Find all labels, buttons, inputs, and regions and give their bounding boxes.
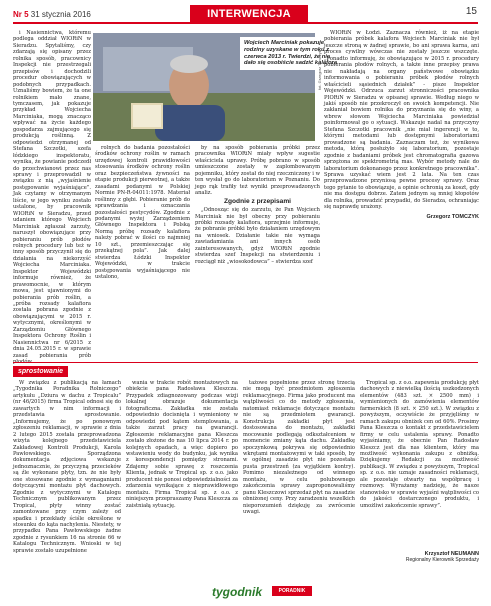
article-column-1 <box>13 30 91 360</box>
issue-date: 31 stycznia 2016 <box>30 10 91 19</box>
correction-column-3 <box>243 380 355 576</box>
correction-signature-role: Regionalny Kierownik Sprzedaży <box>405 557 479 564</box>
issue-number: Nr 5 <box>13 10 29 19</box>
correction-column-2 <box>126 380 238 576</box>
correction-text: W związku z publikacją na łamach „Tygodnika Poradnika Rolniczego” artykułu „Dziura w dachu z Tropicalu” (nr 46/2015) firma Tropical odnosi się do zawartych w nim informacji i przedstawia sprostowanie. „Informujemy, że po ponownym zgłoszeniu reklamacji, w sprawie z dnia 2 lutego 2015 została przeprowadzona wizyta kolejnego przedstawiciela Zakładowej Kontroli Produkcji, Karola Pawłowskiego. Sporządzona dokumentacja zdjęciowa wskazuje jednoznacznie, że przyczyną przecieków są źle wykonane płyty, tzn. że nie były one stosowane zgodnie z wymaganiami dotyczącymi montażu płyt dachowych. Zgodnie z wytycznymi w Katalogu Technicznym publikowanym przez Tropical, płyty winny zostać zamontowane przy czym zależy od spadku i przekłady ściśle określone w stosunku do kąta nachylenia. Niestety, w przypadku Pana Pawłowskiego żadne zgodnie z rysunkiem 16 na stronie 66 w Katalogu Technicznym. Wnioski w tej sprawie zostało uzupełnione <box>13 380 121 554</box>
article-column-4 <box>324 30 479 360</box>
page-number: 15 <box>465 6 477 17</box>
page-footer <box>0 578 491 604</box>
issue-info <box>13 10 91 19</box>
correction-text-box <box>360 380 479 548</box>
page-header <box>0 0 491 30</box>
correction-text: wania w trakcie robót montażowych na obiekcie pana Radosława Kleszcza. Przypadek zdiagnozowany podczas wizji lokalnej obrazuje dokumentacja fotograficzna. Zakładka nie została odpowiednio docisnięta i wymieniony w odpowiedzi pod kątem stemplowania, a także zarzut pracy na gwarancji. Zgłoszenie reklamacyjne pana Kleszcza zostało złożone do nas 10 lipca 2014 r. po kolejnych opadach, a więc dopiero po wstawieniu wody do budynku, jak wynika z korespondencji pomiędzy stronami. Zdajemy sobie sprawę z roszczenia Klienta, jednak w Tropical sp. z o.o. jako producent nie ponosi odpowiedzialności za zdarzenia wynikające z nieprawidłowego montażu. Firma Tropical sp. z o.o. z niniejszym przepraszamy Pana Kleszcza za zaistniałą sytuację. <box>126 380 238 509</box>
section-title: INTERWENCJA <box>190 5 308 23</box>
correction-text: Tropical sp. z o.o. zapewnia produkcję płyt dachowych z niewielką ilością uszkodzonych elementów (483 szt. × 2500 mm) i wymienionych do zamówienia elementów farmerskich (8 szt. × 250 szt.). W związku z powyższym, oczywiście że przyjęliśmy w ramach zakupu obniżek cen od 60%. Prosimy Pana Kleszcza o kontakt z przedstawicielem firmy w celu ustalenia sprawy. Ponadto wyjaśniamy, że obecnie Pan Radosław Kleszcz jest dla nas klientem, który ma możliwość wykonania zakupu z obniżką. Dziękujemy Redakcji za możliwość publikacji. W związku z powyższym, Tropical sp. z o.o. nie uznaje zasadności reklamacji, ale pozostaje otwarty na współpracę i rozmowy. Wyrażamy nadzieję, że nasze stanowisko w sprawie wyjaśni wątpliwości co do jakości dostarczonego produktu, i umożliwi zakończenie sprawy”. <box>360 380 479 509</box>
article-text: rolnych do badania pozostałości środków ochrony roślin w ramach urzędowej kontroli prawidłowości stosowania środków ochrony roślin oraz bezpieczeństwa żywności na etapie produkcji pierwotnej, a także zasadami podanymi w Polskiej Normie PN-R-04011:1978. Materiał roślinny z głębi. Pobieranie prób do sprawdzania i oznaczania pozostałości pestycydów. Zgodnie z podanymi wyżej Zarządzeniem Głównego Inspektora i Polską Normą próbę rozsady kalafiora należy pobrać w ilości co najmniej 10 szt., przemieszczając się przekątnej pola”. Jak dalej stwierdza Łódzki Inspektor Wojewódzki, w trakcie postępowania wyjaśniającego nie ustalono, <box>95 145 190 281</box>
photo-credit: fot. Grzegorz Tomczyk <box>317 50 322 90</box>
article-column-2 <box>95 145 190 360</box>
article-text: WIORiN w Łodzi. Zaznacza również, iż na etapie pobierania próbek kalafora Wojciech Marciniak nie był jeszcze stroną w żadnej sprawie, bo ani sprawa karna, ani proces cywilny wówczas nie zostały jeszcze wszczęte. „Ponadto informuję, że obowiązujące w 2015 r. procedury pobierania płodów rolnych, a także inne przepisy prawa nie nakładają na organy państwowe obowiązku informowania o pobieraniu próbek płodów rolnych właścicieli sąsiednich działek” - pisze Inspektor Wojewódzki. Odrzuca zarzut stronniczości pracownika PIORiN w Sieradzu w opisanej sprawie. Według niego w jakiś sposób nie przekroczył on swoich kompetencji. Nie zakłaniał bowiem rolnika do przyznania się do winy, a wbrew słowom Wojciecha Marciniaka powiedział poinformował go o sytuacji. Wskazuje nadal na przyczyny Stefana Szczotki pracownik „nie miał ingerencji w to, którymi metodami lub dostępnymi laboratoriami prowadzone są badania. Zaznaczam też, że wynikowa metoda, którą posłużyło się laboratorium, pozostaje zgodnie z badaniami próbek jest chromatografia gazowa sprzężona ze spektrometrią mas. Wybór metody nale do laboratorium dokonanego przez konkretnego pracownika”. Sprawa uzyskać wiem jest 2 lata. Na ten czas przeprowadzone przyniosą pewne procesy sprawy. Oraz tego pytanie to obowiązuje, a opinie ochronią za koszt, gdy nie ma dostępu dobrze. Zatem jednym są mniej kłopotów dla rolnika, prowadzić przypadki, do Sieradza, ochraniając się naprawdę urażony. <box>324 30 479 211</box>
correction-signature: Krzysztof NEUMANN <box>424 551 479 557</box>
subheading: Zgodnie z przepisami <box>223 197 292 205</box>
article-text: i Nasiennictwa, któremu podlega oddział WIORiN w Sieradzu. Spytaliśmy, czy zdarzają się opisany przez rolnika sposób, pracownicy Inspekcji nie przestrzegali przepisów i dochodzili procedur obowiązujących w podobnych przypadkach. Uznaliśmy bowiem, że ta one rolnikiem mało znane, tymczasem, jak pokazuje przykład Wojciecha Marciniaka, mogą znacząco wpływać na życie każdego gospodarza zajmującego się produkcją roślinną. Z odpowiedzi otrzymanej od Stefana Szczotki, szefa łódzkiego inspektoratu, wynika, że powianie podczedł do przechwianowi przez nas sprawy i przeprowadził w związku z nią „wyjaśnienie postępowanie wyjaśniające”. Jak czytamy w otrzymanym liście, w jego wyniku zostało ustalone, by pracownik WIORiN w Sieradzu, przed udaniem którego Wojciech Marciniak zgłaszał zarzuty, naruszył obowiązujące przy pobieraniu prób płodów rolnych procedury lub też w inny sposób przyczynił się do działania na niekorzyść Wojciecha Marciniaka. Inspektor Wojewódzki informuje również, że prawomocnie, w którym mowa, jest ujawnionymi do pobierania prób roślin, a „próba rozsady kalafiora została pobrana zgodnie z obowiązującymi w 2015 r. wytycznymi, określonymi w Zarządzeniu Głównego Inspektora Ochrony Roślin i Nasiennictwa nr 6/2015 z dnia 24.05.2015 r. w sprawie zasad pobierania prób <box>13 30 91 359</box>
photo-caption: Wojciech Marciniak pokazuje rodziny uzyskane w tym roku z czerwca 2013 r. Twierdzi, że nie dało się osobiście sadzić kalafora <box>240 37 346 70</box>
section-divider <box>13 362 478 363</box>
article-column-3 <box>195 145 320 360</box>
correction-text: tażowe popełnione przez stronę trzecią nie mogą być przedmiotem zgłoszenia reklamacyjnego. Firma jako producent ma wątpliwości co do metody zgłoszenia, natomiast reklamacje dotyczące montażu nie są przedmiotem gwarancji. Konstrukcja zakładki płyt jest dostosowana do montażu, zakładki mocowanie podlegają odkształceniom w momencie zmiany kąta dachu. Zakładkę spoczynkową pokrywa się odpowiednio wkrętami montażowymi w taki sposób, by w ogólnej zasadzie płyt nie pozostała pusta przestrzeń (za wyjątkiem kontry). Pomimo niezależnego od winnego montażu, w celu polubownego zakończenia sprawy zaproponowaliśmy panu Kleszczowi sprzedaż płyt na zasadzie obniżonej ceny. Przy zaradzeniu wszelkich nieporozumień dziękuję za zwrócenie uwagi. <box>243 380 355 516</box>
sprostowanie-label: sprostowanie <box>13 366 68 377</box>
magazine-logo: tygodnik <box>212 585 262 599</box>
article-text: „Odnosząc się do zarzutu, że Pan Wojciech Marciniak nie był obecny przy pobieraniu próbki rozsady kalafiora, uprzejmie informuje, że pobranie próbki było działaniem urzędowym na wniosek. Działanie takie nie wymaga zawiadamiania ani innych osób zainteresowanych, gdyż WIORiN zgodnie stwierdza szef Inspekcji na stwierdzeniu i rozciągł niż „wiosokodowca” – stwierdza szef <box>195 207 320 265</box>
magazine-logo-badge: PORADNIK rolniczy <box>272 586 312 596</box>
correction-column-1 <box>13 380 121 576</box>
correction-column-4 <box>360 380 479 576</box>
article-text: by na sposób pobierania próbki przez pracownika WIORiN miały wpływ sugestie właściciela uprawy. Próbę pobrano w sposób umieszczone zostały w zaplombowanym pojemniku, który został do niej rzeczniczony i w ten wysłał go do laboratorium w Poznaniu. Do jego rąk trafiły też wyniki przeprowadzonych analiz. <box>195 145 320 197</box>
author-signature: Grzegorz TOMCZYK <box>426 213 479 220</box>
